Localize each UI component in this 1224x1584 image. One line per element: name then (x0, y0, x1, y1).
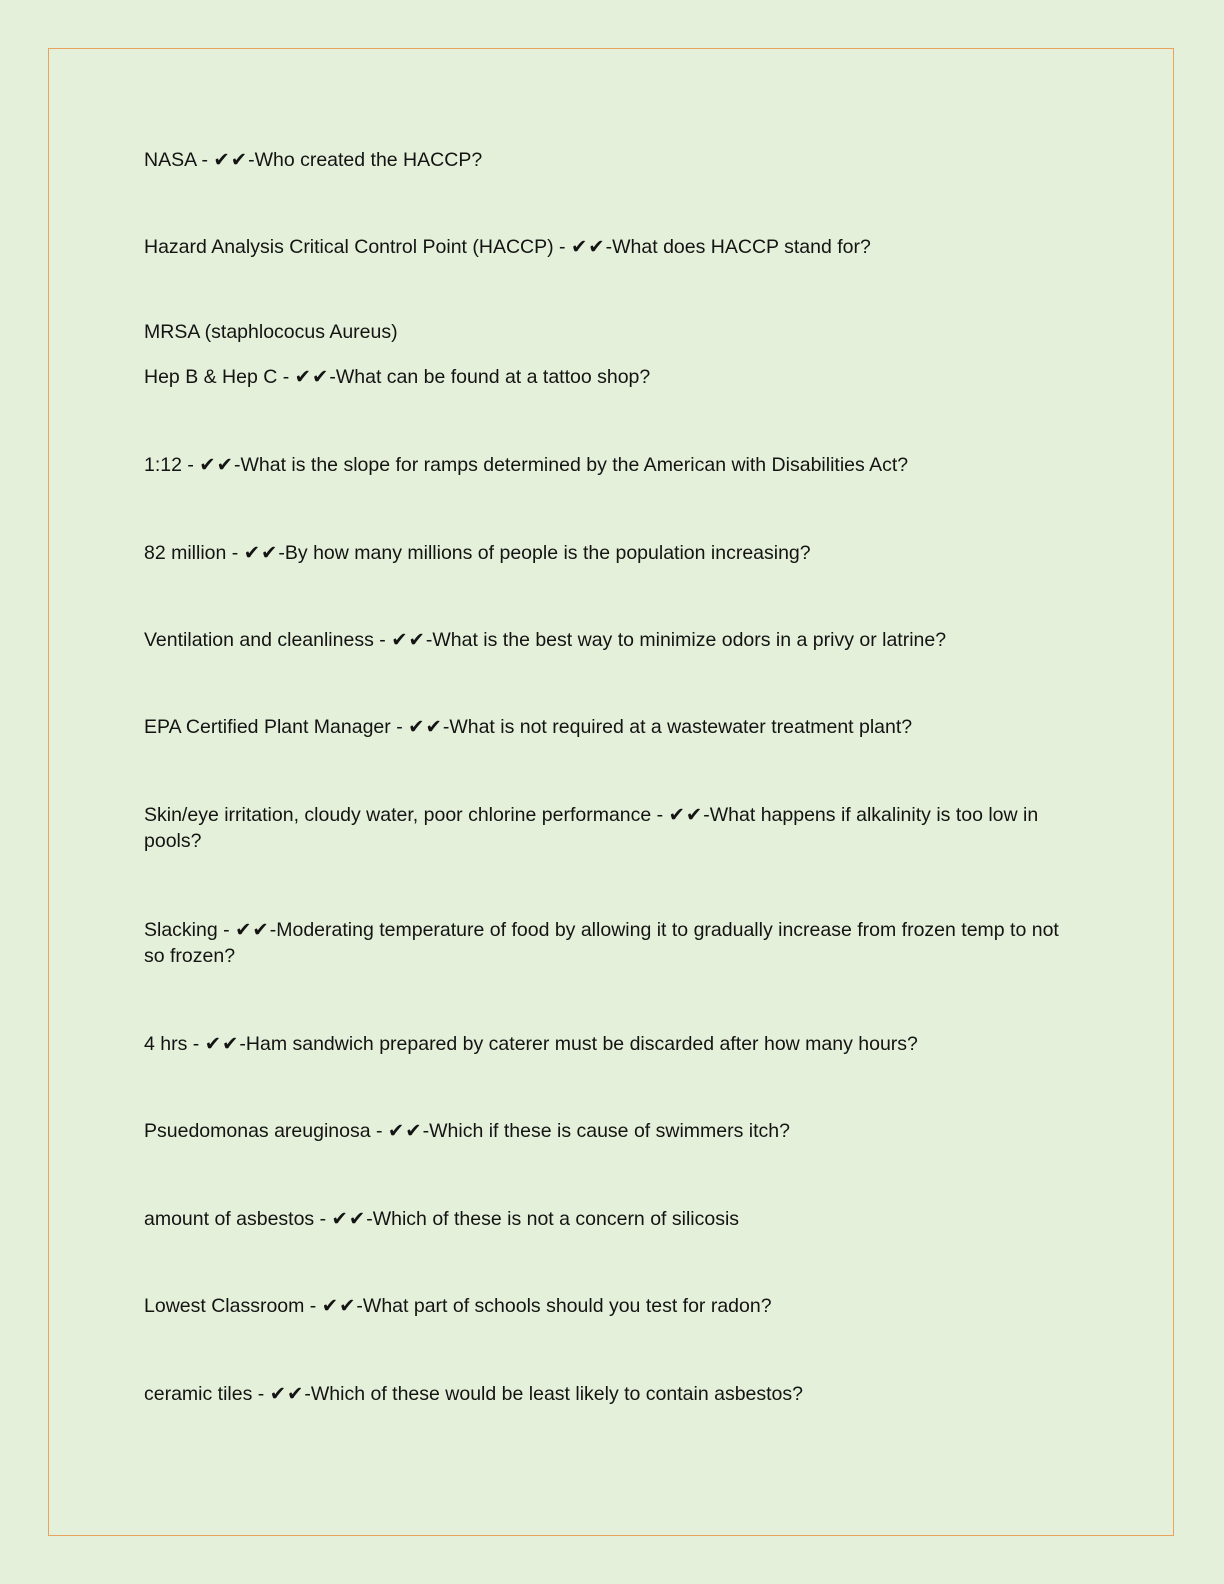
qa-entry-10: 4 hrs - ✔✔-Ham sandwich prepared by caterer must be discarded after how many hours? (144, 1033, 918, 1055)
qa-entry-9: Slacking - ✔✔-Moderating temperature of food by allowing it to gradually increase from frozen temp to not so frozen? (144, 919, 1059, 967)
double-check-icon: ✔✔ (235, 919, 270, 941)
answer-text: Psuedomonas areuginosa (144, 1120, 371, 1142)
answer-text: NASA (144, 149, 197, 171)
qa-entry-13: Lowest Classroom - ✔✔-What part of schools should you test for radon? (144, 1295, 772, 1317)
question-text: Which of these would be least likely to contain asbestos? (310, 1383, 803, 1405)
qa-entry-2: Hazard Analysis Critical Control Point (HACCP) - ✔✔-What does HACCP stand for? (144, 236, 871, 258)
double-check-icon: ✔✔ (294, 366, 330, 388)
question-text: Which of these is not a concern of silicosis (372, 1208, 740, 1230)
double-check-icon: ✔✔ (331, 1208, 367, 1230)
double-check-icon: ✔✔ (269, 1383, 305, 1405)
question-text: What does HACCP stand for? (612, 236, 871, 258)
double-check-icon: ✔✔ (243, 542, 279, 564)
double-check-icon: ✔✔ (204, 1033, 240, 1055)
qa-entry-8: Skin/eye irritation, cloudy water, poor chlorine performance - ✔✔-What happens if alkalinity is too low in pools? (144, 804, 1039, 852)
double-check-icon: ✔✔ (387, 1120, 423, 1142)
qa-entry-1: NASA - ✔✔-Who created the HACCP? (144, 149, 483, 171)
answer-text: 82 million (144, 542, 227, 564)
question-text: Who created the HACCP? (254, 149, 483, 171)
answer-text: Lowest Classroom (144, 1295, 305, 1317)
question-text: What is not required at a wastewater treatment plant? (449, 716, 913, 738)
double-check-icon: ✔✔ (321, 1295, 357, 1317)
qa-entry-14: ceramic tiles - ✔✔-Which of these would be least likely to contain asbestos? (144, 1383, 803, 1405)
double-check-icon: ✔✔ (668, 804, 704, 826)
qa-entry-7: EPA Certified Plant Manager - ✔✔-What is not required at a wastewater treatment plant? (144, 716, 913, 738)
answer-text: 1:12 (144, 454, 182, 476)
answer-text: ceramic tiles (144, 1383, 253, 1405)
double-check-icon: ✔✔ (408, 716, 443, 738)
standalone-text: MRSA (staphlococus Aureus) (144, 321, 398, 343)
answer-text: Hazard Analysis Critical Control Point (HACCP) (144, 236, 554, 258)
answer-text: amount of asbestos (144, 1208, 315, 1230)
standalone-line (144, 319, 1074, 345)
qa-entry-3: Hep B & Hep C - ✔✔-What can be found at a tattoo shop? (144, 366, 651, 388)
double-check-icon: ✔✔ (391, 629, 426, 651)
answer-text: Hep B & Hep C (144, 366, 278, 388)
qa-entry-12: amount of asbestos - ✔✔-Which of these is not a concern of silicosis (144, 1208, 740, 1230)
question-text: By how many millions of people is the population increasing? (284, 542, 811, 564)
question-text: What is the slope for ramps determined by the American with Disabilities Act? (240, 454, 909, 476)
question-text: What part of schools should you test for radon? (362, 1295, 772, 1317)
answer-text: Skin/eye irritation, cloudy water, poor chlorine performance (144, 804, 652, 826)
question-text: What happens if alkalinity is too low in pools? (144, 804, 1039, 852)
answer-text: Ventilation and cleanliness (144, 629, 374, 651)
question-text: Which if these is cause of swimmers itch? (429, 1120, 790, 1142)
qa-entry-5: 82 million - ✔✔-By how many millions of people is the population increasing? (144, 542, 811, 564)
question-text: Moderating temperature of food by allowing it to gradually increase from frozen temp to not so frozen? (144, 919, 1059, 967)
answer-text: EPA Certified Plant Manager (144, 716, 391, 738)
answer-text: Slacking (144, 919, 218, 941)
answer-text: 4 hrs (144, 1033, 188, 1055)
question-text: What is the best way to minimize odors in a privy or latrine? (432, 629, 947, 651)
question-text: What can be found at a tattoo shop? (335, 366, 651, 388)
qa-entry-6: Ventilation and cleanliness - ✔✔-What is the best way to minimize odors in a privy or latrine? (144, 629, 947, 651)
double-check-icon: ✔✔ (199, 454, 234, 476)
double-check-icon: ✔✔ (213, 149, 249, 171)
qa-entry-11: Psuedomonas areuginosa - ✔✔-Which if these is cause of swimmers itch? (144, 1120, 790, 1142)
question-text: Ham sandwich prepared by caterer must be discarded after how many hours? (245, 1033, 918, 1055)
qa-entry-4: 1:12 - ✔✔-What is the slope for ramps determined by the American with Disabilities Act? (144, 454, 909, 476)
double-check-icon: ✔✔ (570, 236, 606, 258)
